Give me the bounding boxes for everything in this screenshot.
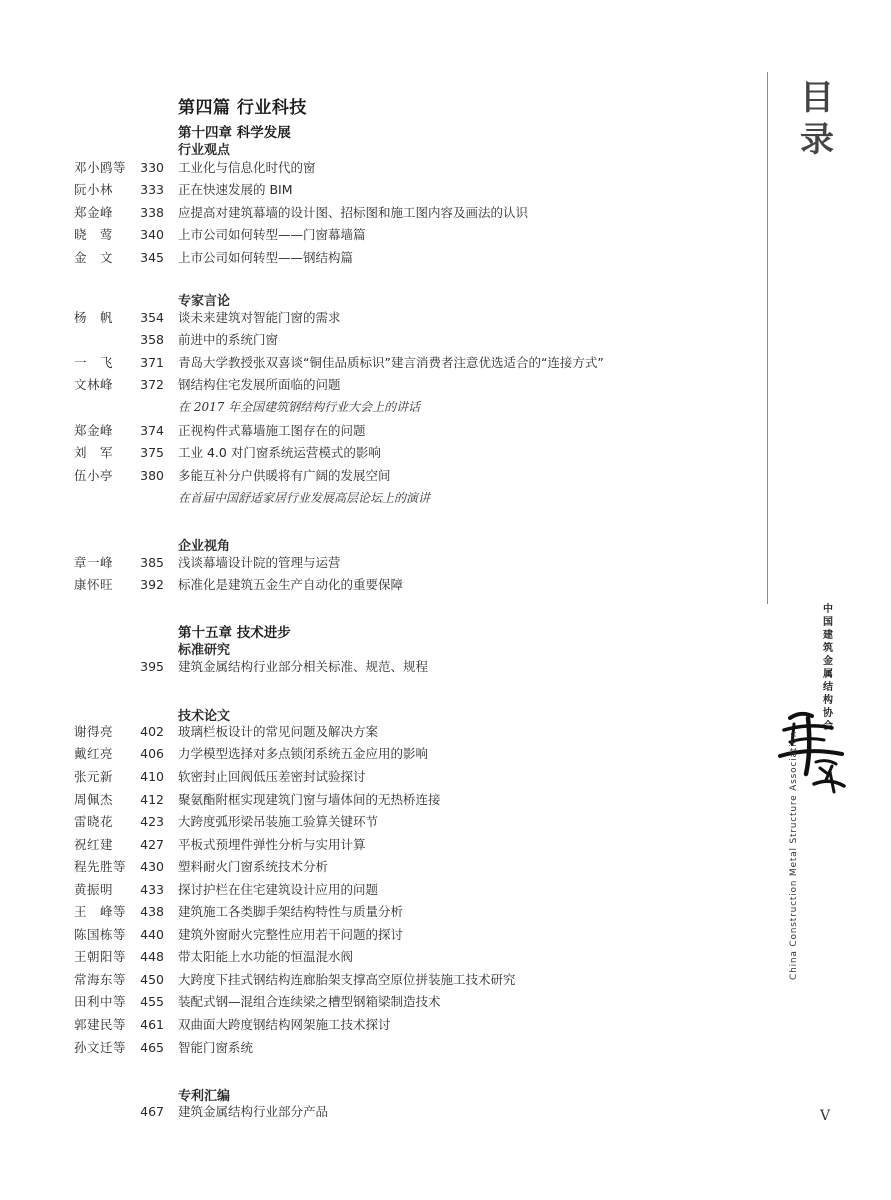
toc-entry[interactable] bbox=[0, 375, 740, 395]
speech-note: 在 2017 年全国建筑钢结构行业大会上的讲话 bbox=[178, 400, 421, 414]
section-title: 行业观点 bbox=[178, 143, 231, 158]
entry-title: 工业 4.0 对门窗系统运营模式的影响 bbox=[178, 445, 381, 460]
entry-author: 郭建民等 bbox=[74, 1017, 127, 1032]
toc-entry[interactable] bbox=[0, 353, 740, 373]
entry-title: 谈未来建筑对智能门窗的需求 bbox=[178, 310, 341, 325]
entry-title: 浅谈幕墙设计院的管理与运营 bbox=[178, 555, 341, 570]
entry-title: 聚氨酯附框实现建筑门窗与墙体间的无热桥连接 bbox=[178, 792, 441, 807]
entry-page: 395 bbox=[140, 659, 164, 674]
entry-page: 392 bbox=[140, 577, 164, 592]
entry-page: 338 bbox=[140, 205, 164, 220]
toc-entry[interactable] bbox=[0, 722, 740, 742]
toc-entry[interactable] bbox=[0, 767, 740, 787]
yearbook-calligraphy bbox=[776, 708, 848, 794]
entry-author: 阮小林 bbox=[74, 182, 114, 197]
toc-entry[interactable] bbox=[0, 466, 740, 486]
entry-page: 427 bbox=[140, 837, 164, 852]
toc-entry[interactable] bbox=[0, 970, 740, 990]
section-title: 标准研究 bbox=[178, 643, 231, 658]
entry-title: 软密封止回阀低压差密封试验探讨 bbox=[178, 769, 366, 784]
toc-entry[interactable] bbox=[0, 421, 740, 441]
entry-title: 塑料耐火门窗系统技术分析 bbox=[178, 859, 329, 874]
entry-author: 金 文 bbox=[74, 250, 114, 265]
toc-entry[interactable] bbox=[0, 575, 740, 595]
entry-author: 谢得亮 bbox=[74, 724, 114, 739]
sidebar-divider bbox=[767, 72, 768, 604]
toc-entry[interactable] bbox=[0, 553, 740, 573]
toc-entry[interactable] bbox=[0, 180, 740, 200]
entry-title: 探讨护栏在住宅建筑设计应用的问题 bbox=[178, 882, 379, 897]
entry-page: 433 bbox=[140, 882, 164, 897]
entry-page: 410 bbox=[140, 769, 164, 784]
entry-author: 张元新 bbox=[74, 769, 114, 784]
entry-page: 385 bbox=[140, 555, 164, 570]
entry-title: 标准化是建筑五金生产自动化的重要保障 bbox=[178, 577, 404, 592]
entry-author: 程先胜等 bbox=[74, 859, 127, 874]
entry-page: 455 bbox=[140, 994, 164, 1009]
entry-title: 应提高对建筑幕墙的设计图、招标图和施工图内容及画法的认识 bbox=[178, 205, 529, 220]
entry-title: 建筑金属结构行业部分相关标准、规范、规程 bbox=[178, 659, 429, 674]
entry-page: 402 bbox=[140, 724, 164, 739]
entry-title: 正在快速发展的 BIM bbox=[178, 182, 293, 197]
toc-entry[interactable] bbox=[0, 248, 740, 268]
entry-page: 412 bbox=[140, 792, 164, 807]
entry-author: 晓 莺 bbox=[74, 227, 114, 242]
toc-entry[interactable] bbox=[0, 857, 740, 877]
entry-title: 带太阳能上水功能的恒温混水阀 bbox=[178, 949, 354, 964]
entry-title: 上市公司如何转型——门窗幕墙篇 bbox=[178, 227, 366, 242]
toc-entry[interactable] bbox=[0, 203, 740, 223]
entry-title: 玻璃栏板设计的常见问题及解决方案 bbox=[178, 724, 379, 739]
entry-author: 杨 帆 bbox=[74, 310, 114, 325]
entry-page: 374 bbox=[140, 423, 164, 438]
entry-author: 邓小鸥等 bbox=[74, 160, 127, 175]
entry-author: 王 峰等 bbox=[74, 904, 127, 919]
toc-heading-char: 录 bbox=[800, 120, 834, 160]
toc-entry[interactable] bbox=[0, 992, 740, 1012]
entry-title: 建筑外窗耐火完整性应用若干问题的探讨 bbox=[178, 927, 404, 942]
entry-author: 章一峰 bbox=[74, 555, 114, 570]
entry-page: 345 bbox=[140, 250, 164, 265]
toc-entry[interactable] bbox=[0, 880, 740, 900]
entry-title: 工业化与信息化时代的窗 bbox=[178, 160, 316, 175]
toc-entry[interactable] bbox=[0, 158, 740, 178]
entry-author: 田利中等 bbox=[74, 994, 127, 1009]
entry-page: 333 bbox=[140, 182, 164, 197]
entry-title: 多能互补分户供暖将有广阔的发展空间 bbox=[178, 468, 391, 483]
section-title: 专家言论 bbox=[178, 294, 231, 309]
entry-page: 465 bbox=[140, 1040, 164, 1055]
entry-page: 406 bbox=[140, 746, 164, 761]
entry-page: 440 bbox=[140, 927, 164, 942]
section-title: 技术论文 bbox=[178, 709, 231, 724]
speech-note: 在首届中国舒适家居行业发展高层论坛上的演讲 bbox=[178, 491, 431, 505]
entry-author: 雷晓花 bbox=[74, 814, 114, 829]
toc-entry[interactable] bbox=[0, 925, 740, 945]
entry-page: 340 bbox=[140, 227, 164, 242]
yearbook-text: 年鉴 bbox=[812, 768, 814, 769]
toc-entry[interactable] bbox=[0, 835, 740, 855]
toc-entry[interactable] bbox=[0, 947, 740, 967]
entry-title: 力学模型选择对多点锁闭系统五金应用的影响 bbox=[178, 746, 429, 761]
entry-page: 430 bbox=[140, 859, 164, 874]
entry-page: 438 bbox=[140, 904, 164, 919]
entry-page: 371 bbox=[140, 355, 164, 370]
toc-entry[interactable] bbox=[0, 225, 740, 245]
entry-page: 372 bbox=[140, 377, 164, 392]
entry-author: 伍小亭 bbox=[74, 468, 114, 483]
entry-page: 423 bbox=[140, 814, 164, 829]
entry-author: 郑金峰 bbox=[74, 205, 114, 220]
entry-title: 青岛大学教授张双喜谈“铜佳品质标识”建言消费者注意优选适合的“连接方式” bbox=[178, 355, 604, 370]
entry-author: 祝红建 bbox=[74, 837, 114, 852]
entry-author: 康怀旺 bbox=[74, 577, 114, 592]
entry-page: 450 bbox=[140, 972, 164, 987]
entry-title: 平板式预埋件弹性分析与实用计算 bbox=[178, 837, 366, 852]
toc-entry[interactable] bbox=[0, 330, 740, 350]
entry-title: 钢结构住宅发展所面临的问题 bbox=[178, 377, 341, 392]
entry-page: 467 bbox=[140, 1104, 164, 1119]
entry-title: 智能门窗系统 bbox=[178, 1040, 254, 1055]
entry-title: 前进中的系统门窗 bbox=[178, 332, 279, 347]
entry-page: 354 bbox=[140, 310, 164, 325]
entry-author: 刘 军 bbox=[74, 445, 114, 460]
entry-title: 装配式钢—混组合连续梁之槽型钢箱梁制造技术 bbox=[178, 994, 441, 1009]
entry-title: 建筑施工各类脚手架结构特性与质量分析 bbox=[178, 904, 404, 919]
toc-entry[interactable] bbox=[0, 1038, 740, 1058]
entry-title: 建筑金属结构行业部分产品 bbox=[178, 1104, 329, 1119]
association-name-cn: 中国建筑金属结构协会 bbox=[823, 604, 833, 732]
toc-heading-char: 目 bbox=[800, 78, 834, 118]
entry-author: 王朝阳等 bbox=[74, 949, 127, 964]
part-title: 第四篇 行业科技 bbox=[178, 98, 307, 118]
section-title: 企业视角 bbox=[178, 539, 231, 554]
entry-author: 孙文迁等 bbox=[74, 1040, 127, 1055]
page-number: V bbox=[820, 1108, 831, 1124]
entry-author: 陈国栋等 bbox=[74, 927, 127, 942]
chapter-15-title: 第十五章 技术进步 bbox=[178, 625, 291, 641]
entry-author: 郑金峰 bbox=[74, 423, 114, 438]
entry-page: 358 bbox=[140, 332, 164, 347]
entry-page: 330 bbox=[140, 160, 164, 175]
entry-title: 双曲面大跨度钢结构网架施工技术探讨 bbox=[178, 1017, 391, 1032]
toc-entry[interactable] bbox=[0, 902, 740, 922]
entry-author: 周佩杰 bbox=[74, 792, 114, 807]
section-title: 专利汇编 bbox=[178, 1089, 231, 1104]
toc-entry[interactable] bbox=[0, 443, 740, 463]
entry-title: 上市公司如何转型——钢结构篇 bbox=[178, 250, 354, 265]
entry-author: 常海东等 bbox=[74, 972, 127, 987]
entry-page: 461 bbox=[140, 1017, 164, 1032]
toc-entry[interactable] bbox=[0, 308, 740, 328]
entry-page: 375 bbox=[140, 445, 164, 460]
toc-entry[interactable] bbox=[0, 744, 740, 764]
entry-page: 448 bbox=[140, 949, 164, 964]
entry-page: 380 bbox=[140, 468, 164, 483]
association-name-en: China Construction Metal Structure Association bbox=[789, 730, 799, 980]
entry-title: 大跨度下挂式钢结构连廊胎架支撑高空原位拼装施工技术研究 bbox=[178, 972, 516, 987]
chapter-14-title: 第十四章 科学发展 bbox=[178, 125, 291, 141]
toc-entry[interactable] bbox=[0, 1015, 740, 1035]
entry-author: 戴红亮 bbox=[74, 746, 114, 761]
toc-entry[interactable] bbox=[0, 812, 740, 832]
entry-title: 大跨度弧形梁吊装施工验算关键环节 bbox=[178, 814, 379, 829]
entry-author: 文林峰 bbox=[74, 377, 114, 392]
toc-entry[interactable] bbox=[0, 790, 740, 810]
toc-entry[interactable] bbox=[0, 657, 740, 677]
toc-entry[interactable] bbox=[0, 1102, 740, 1122]
entry-title: 正视构件式幕墙施工图存在的问题 bbox=[178, 423, 366, 438]
entry-author: 一 飞 bbox=[74, 355, 114, 370]
entry-author: 黄振明 bbox=[74, 882, 114, 897]
